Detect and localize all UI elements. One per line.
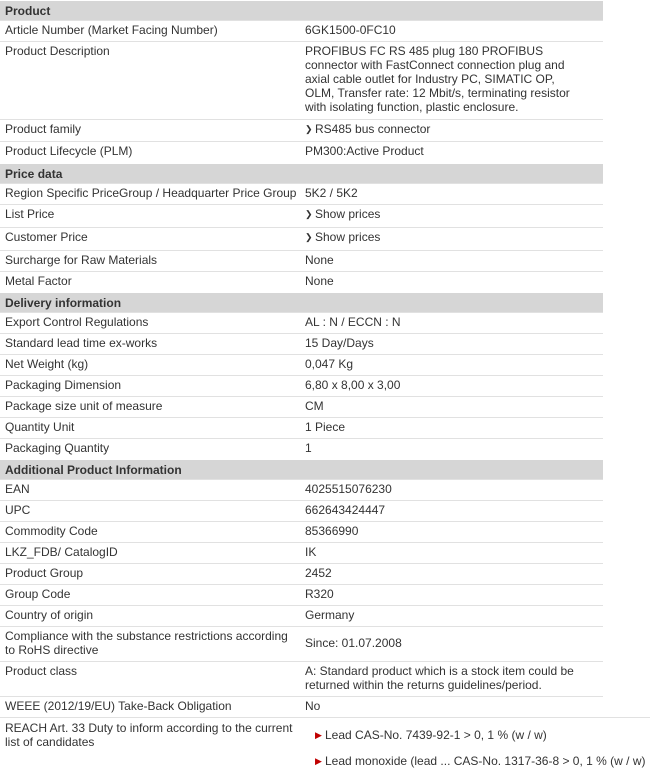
label-metal-factor: Metal Factor: [5, 274, 72, 288]
row-product-group: [0, 563, 603, 584]
value-customer-price: [300, 228, 603, 250]
value-lead-time: 15 Day/Days: [305, 336, 374, 350]
label-packaging-dimension: Packaging Dimension: [5, 378, 122, 392]
value-export-control: AL : N / ECCN : N: [305, 315, 401, 329]
label-catalog-id: LKZ_FDB/ CatalogID: [5, 545, 118, 559]
value-catalog-id: IK: [305, 545, 317, 559]
row-ean: [0, 479, 603, 500]
section-header-price: Price data: [0, 163, 603, 183]
reach-lead-monoxide-link[interactable]: Lead monoxide (lead ... CAS-No. 1317-36-8 > 0, 1 % (w / w): [325, 754, 646, 768]
section-header-product: Product: [0, 0, 603, 20]
row-customer-price: [0, 227, 603, 250]
label-product-group: Product Group: [5, 566, 84, 580]
value-country-of-origin: Germany: [305, 608, 355, 622]
value-list-price: [300, 205, 603, 227]
row-weee: [0, 696, 603, 717]
value-packaging-dimension: 6,80 x 8,00 x 3,00: [305, 378, 401, 392]
label-country-of-origin: Country of origin: [5, 608, 94, 622]
row-surcharge: [0, 250, 603, 271]
row-catalog-id: [0, 542, 603, 563]
row-commodity-code: [0, 521, 603, 542]
row-export-control: [0, 312, 603, 333]
value-region-price-group: 5K2 / 5K2: [305, 186, 358, 200]
value-product-lifecycle: PM300:Active Product: [305, 144, 424, 158]
row-list-price: [0, 204, 603, 227]
label-product-class: Product class: [5, 664, 78, 678]
row-rohs-compliance: [0, 626, 603, 661]
row-region-price-group: [0, 183, 603, 204]
row-net-weight: [0, 354, 603, 375]
value-product-description: PROFIBUS FC RS 485 plug 180 PROFIBUS connector with FastConnect connection plug and axial cable outlet for Industry PC, SIMATIC OP, OLM, Transfer rate: 12 Mbit/s, terminating resistor with isolating function, plastic enclosure.: [305, 44, 570, 114]
value-product-family: [300, 120, 603, 141]
row-upc: [0, 500, 603, 521]
label-group-code: Group Code: [5, 587, 71, 601]
value-commodity-code: 85366990: [305, 524, 359, 538]
label-list-price: List Price: [5, 207, 55, 221]
value-ean: 4025515076230: [305, 482, 392, 496]
value-weee: No: [305, 699, 321, 713]
row-metal-factor: [0, 271, 603, 292]
label-lead-time: Standard lead time ex-works: [5, 336, 158, 350]
label-product-lifecycle: Product Lifecycle (PLM): [5, 144, 133, 158]
label-quantity-unit: Quantity Unit: [5, 420, 75, 434]
row-product-lifecycle: [0, 141, 603, 163]
row-product-family: [0, 119, 603, 141]
label-export-control: Export Control Regulations: [5, 315, 149, 329]
bullet-triangle-icon: ▶: [315, 756, 322, 766]
row-product-class: [0, 661, 603, 696]
value-packaging-quantity: 1: [305, 441, 312, 455]
row-packaging-quantity: [0, 438, 603, 459]
label-upc: UPC: [5, 503, 31, 517]
chevron-right-icon: ❯: [305, 124, 313, 134]
label-ean: EAN: [5, 482, 30, 496]
row-package-unit: [0, 396, 603, 417]
value-metal-factor: None: [305, 274, 334, 288]
value-product-class: A: Standard product which is a stock item could be returned within the returns guidelines/period.: [305, 664, 574, 692]
value-net-weight: 0,047 Kg: [305, 357, 354, 371]
label-product-family: Product family: [5, 122, 82, 136]
row-lead-time: [0, 333, 603, 354]
chevron-right-icon: ❯: [305, 209, 313, 219]
section-header-delivery: Delivery information: [0, 292, 603, 312]
value-surcharge: None: [305, 253, 334, 267]
value-upc: 662643424447: [305, 503, 386, 517]
bullet-triangle-icon: ▶: [315, 730, 322, 740]
label-region-price-group: Region Specific PriceGroup / Headquarter Price Group: [5, 186, 297, 200]
label-rohs-compliance: Compliance with the substance restrictions according to RoHS directive: [5, 629, 288, 657]
reach-item-lead: [315, 728, 547, 742]
label-commodity-code: Commodity Code: [5, 524, 98, 538]
list-price-show-prices-link[interactable]: Show prices: [315, 207, 381, 221]
row-product-description: [0, 41, 603, 119]
label-product-description: Product Description: [5, 44, 110, 58]
label-reach: REACH Art. 33 Duty to inform according to the current list of candidates: [5, 721, 293, 749]
row-reach-candidates: [0, 717, 650, 778]
value-group-code: R320: [305, 587, 334, 601]
label-package-unit: Package size unit of measure: [5, 399, 163, 413]
value-rohs-compliance: Since: 01.07.2008: [305, 636, 402, 650]
row-group-code: [0, 584, 603, 605]
value-product-group: 2452: [305, 566, 332, 580]
row-quantity-unit: [0, 417, 603, 438]
row-packaging-dimension: [0, 375, 603, 396]
label-customer-price: Customer Price: [5, 230, 88, 244]
reach-item-lead-monoxide: [315, 754, 646, 768]
row-country-of-origin: [0, 605, 603, 626]
label-packaging-quantity: Packaging Quantity: [5, 441, 110, 455]
value-article-number: 6GK1500-0FC10: [305, 23, 396, 37]
row-article-number: [0, 20, 603, 41]
value-package-unit: CM: [305, 399, 324, 413]
reach-lead-link[interactable]: Lead CAS-No. 7439-92-1 > 0, 1 % (w / w): [325, 728, 547, 742]
label-net-weight: Net Weight (kg): [5, 357, 89, 371]
chevron-right-icon: ❯: [305, 232, 313, 242]
label-surcharge: Surcharge for Raw Materials: [5, 253, 158, 267]
label-weee: WEEE (2012/19/EU) Take-Back Obligation: [5, 699, 232, 713]
product-family-link[interactable]: RS485 bus connector: [315, 122, 431, 136]
section-header-additional: Additional Product Information: [0, 459, 603, 479]
customer-price-show-prices-link[interactable]: Show prices: [315, 230, 381, 244]
label-article-number: Article Number (Market Facing Number): [5, 23, 218, 37]
value-quantity-unit: 1 Piece: [305, 420, 346, 434]
